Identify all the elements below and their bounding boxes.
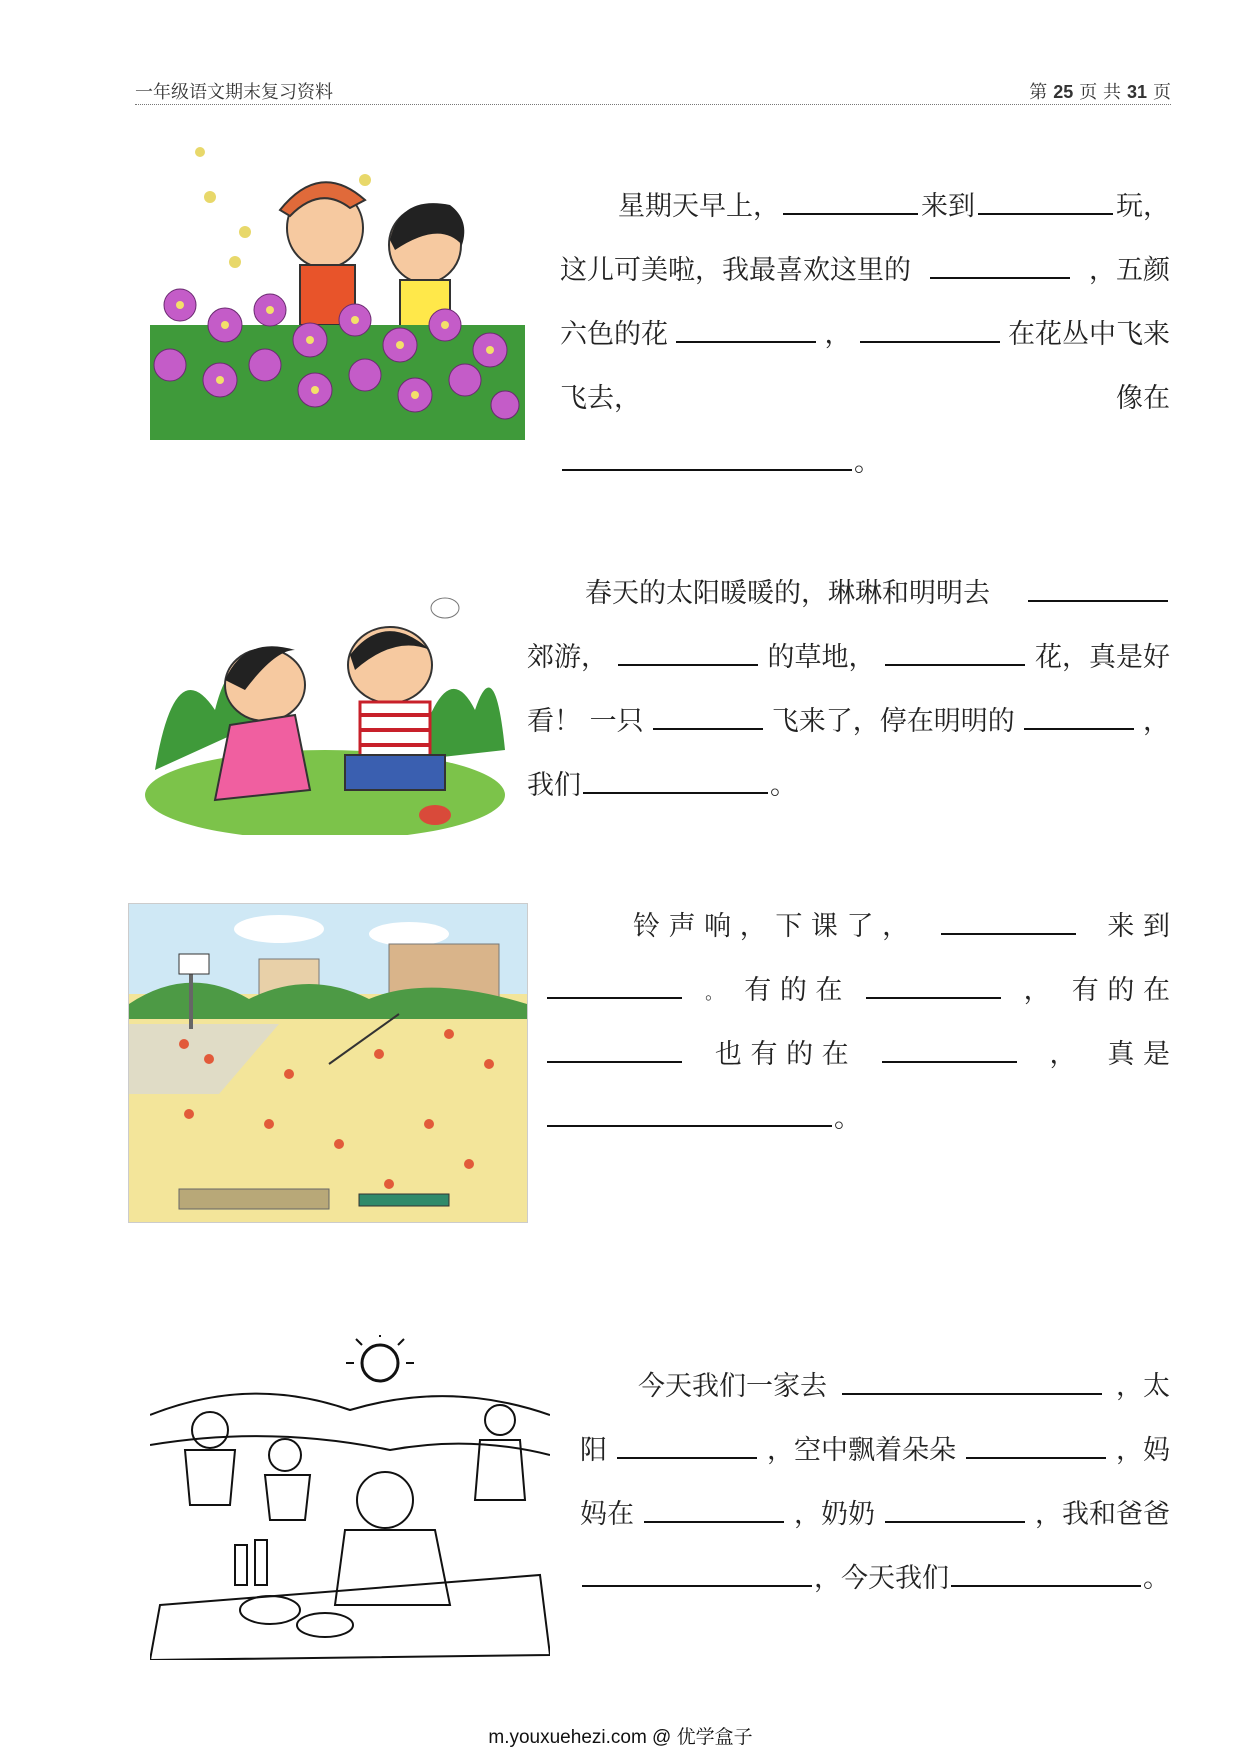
passage-2-line: 郊游， 的草地， 花，真是好 [527,626,1170,690]
footer-watermark: m.youxuehezi.com @ 优学盒子 [488,1727,753,1748]
passage-1-line: 这儿可美啦，我最喜欢这里的 ，五颜 [560,239,1170,303]
answer-blank[interactable] [583,766,768,794]
page-header [135,74,1171,105]
answer-blank[interactable] [930,251,1070,279]
answer-blank[interactable] [617,1431,757,1459]
answer-blank[interactable] [885,638,1025,666]
answer-blank[interactable] [1024,702,1134,730]
document-title: 一年级语文期末复习资料 [135,82,333,103]
answer-blank[interactable] [951,1559,1141,1587]
passage-2-line: 我们 。 [527,754,1170,818]
picture-kids-flowers [150,140,525,440]
answer-blank[interactable] [547,971,682,999]
answer-blank[interactable] [1028,574,1168,602]
answer-blank[interactable] [842,1367,1102,1395]
answer-blank[interactable] [618,638,758,666]
page-number: 第 25 页 共 31 页 [1029,82,1171,103]
answer-blank[interactable] [882,1035,1017,1063]
spring-outing-illustration [145,590,505,835]
family-picnic-illustration [150,1335,550,1660]
answer-blank[interactable] [783,187,918,215]
answer-blank[interactable] [966,1431,1106,1459]
passage-1-line: 飞去， 像在 [560,383,1170,414]
passage-1 [560,175,1170,495]
passage-3-line: 。 有 的 在 ， 有 的 在 [545,959,1170,1023]
answer-blank[interactable] [547,1099,832,1127]
picture-playground [128,903,528,1223]
answer-blank[interactable] [582,1559,812,1587]
passage-2 [527,562,1170,818]
answer-blank[interactable] [653,702,763,730]
passage-3-line: 铃 声 响 ， 下 课 了 ， 来 到 [545,895,1170,959]
passage-4 [580,1355,1170,1611]
passage-3 [545,895,1170,1151]
passage-1-line: 星期天早上， 来到 玩， [560,175,1170,239]
passage-2-line: 看！ 一只 飞来了，停在明明的 ， [527,690,1170,754]
picture-family-picnic [150,1335,550,1660]
kids-flowers-illustration [150,140,525,440]
passage-1-line: 。 [560,431,1170,495]
passage-3-line: 。 [545,1087,1170,1151]
picture-spring-outing [145,590,505,835]
answer-blank[interactable] [978,187,1113,215]
passage-4-line: 妈在 ，奶奶 ，我和爸爸 [580,1483,1170,1547]
answer-blank[interactable] [562,443,852,471]
answer-blank[interactable] [885,1495,1025,1523]
answer-blank[interactable] [860,315,1000,343]
playground-illustration [129,904,527,1222]
passage-4-line: 今天我们一家去 ，太 [580,1355,1170,1419]
answer-blank[interactable] [547,1035,682,1063]
passage-4-line: ，今天我们 。 [580,1547,1170,1611]
passage-2-line: 春天的太阳暖暖的，琳琳和明明去 [527,562,1170,626]
passage-3-line: 也 有 的 在 ， 真 是 [545,1023,1170,1087]
answer-blank[interactable] [941,907,1076,935]
answer-blank[interactable] [676,315,816,343]
answer-blank[interactable] [644,1495,784,1523]
passage-1-line: 六色的花 ， 在花丛中飞来 [560,303,1170,367]
answer-blank[interactable] [866,971,1001,999]
passage-4-line: 阳 ，空中飘着朵朵 ，妈 [580,1419,1170,1483]
